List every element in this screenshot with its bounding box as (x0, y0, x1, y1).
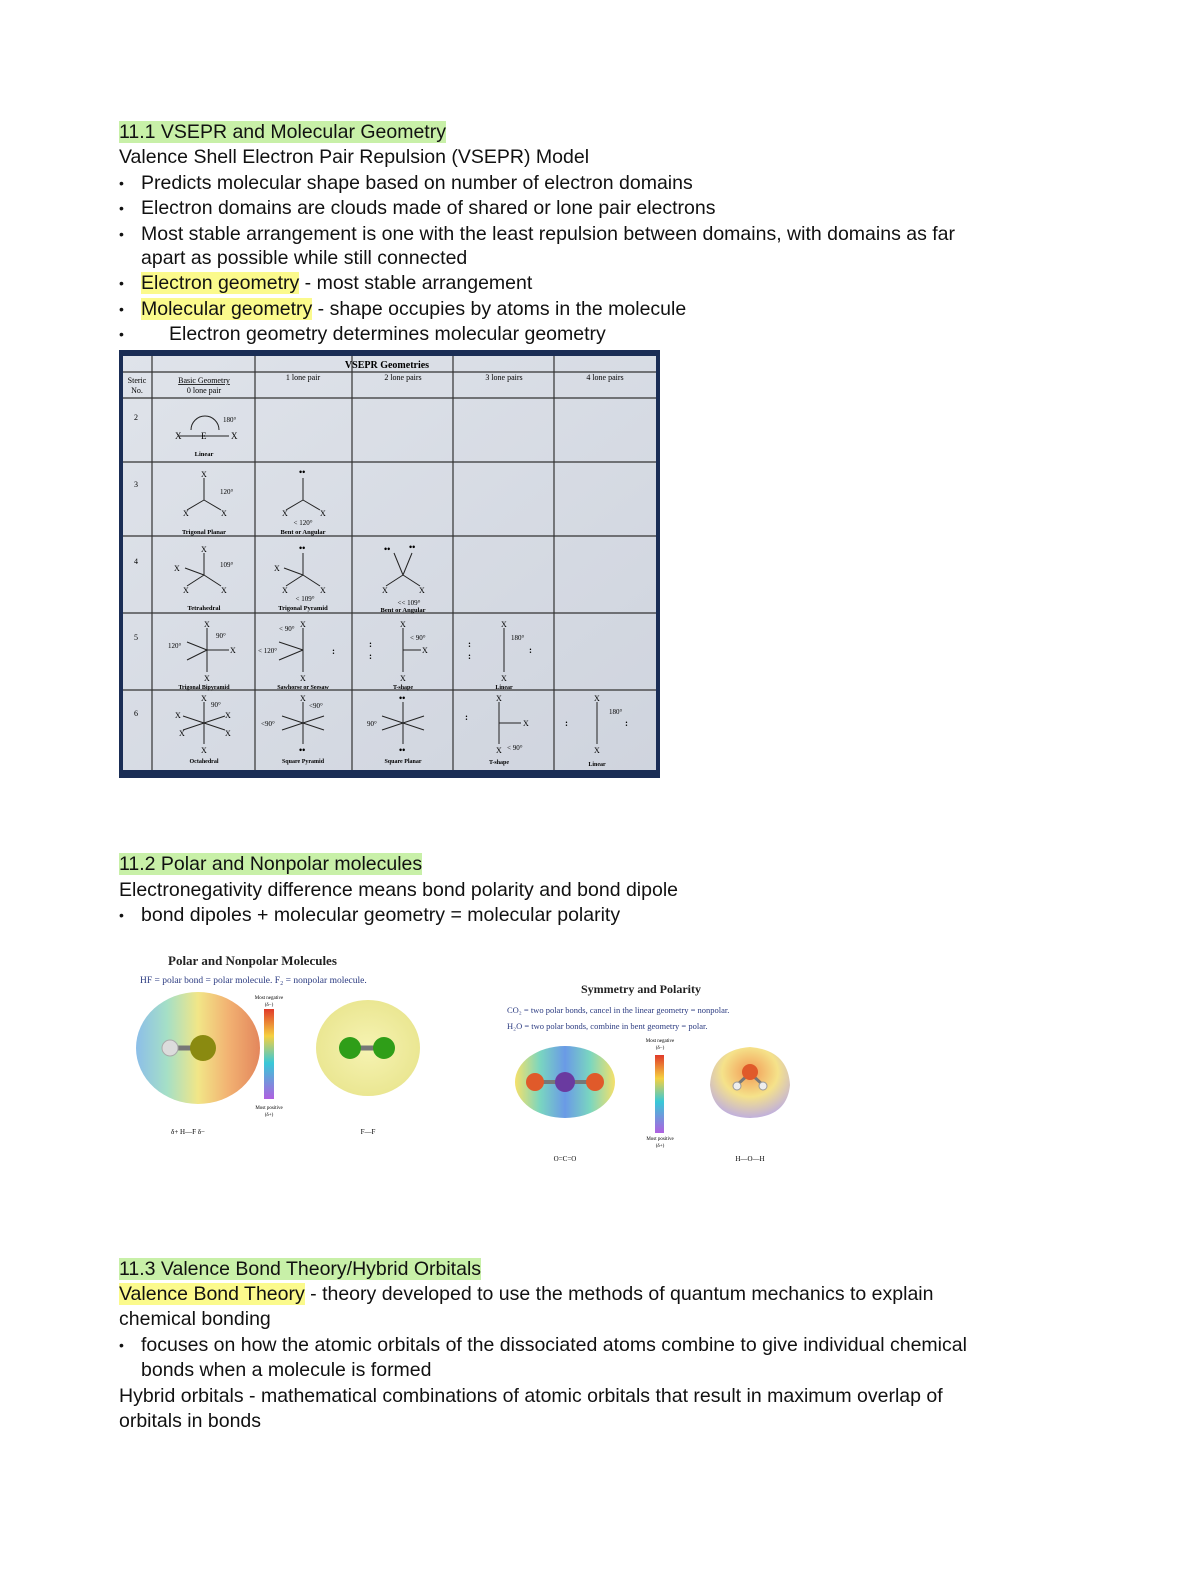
atom-label: X (274, 564, 280, 573)
hydrogen-atom-icon (733, 1082, 741, 1090)
col-header-4lp: 4 lone pairs (586, 373, 624, 382)
lone-pair-icon: : (468, 639, 471, 649)
row-number: 6 (134, 709, 138, 718)
lone-pair-icon: •• (409, 542, 416, 552)
angle-label: 90° (216, 632, 226, 640)
figure-caption-co2: CO₂ = two polar bonds, cancel in the linear geometry = nonpolar. (507, 1005, 730, 1015)
electrostatic-scale-bar (264, 1009, 274, 1099)
angle-label: <90° (309, 702, 323, 710)
row-number: 5 (134, 633, 138, 642)
angle-label: < 120° (258, 647, 277, 655)
col-header-basic-0lp: 0 lone pair (186, 386, 222, 395)
geometry-name: Trigonal Pyramid (278, 605, 328, 612)
lone-pair-icon: : (468, 651, 471, 661)
geometry-name: Trigonal Planar (181, 529, 227, 536)
atom-label: X (225, 729, 231, 738)
geometry-name: Linear (588, 762, 606, 768)
hydrogen-atom-icon (759, 1082, 767, 1090)
list-item-text: bond dipoles + molecular geometry = molecular polarity (141, 904, 621, 926)
angle-label: <90° (261, 720, 275, 728)
angle-label: 120° (168, 642, 182, 650)
atom-label: X (382, 586, 388, 595)
scale-bottom-sign: (δ+) (264, 1113, 274, 1118)
geometry-name: Square Planar (384, 759, 422, 765)
col-header-steric-no: No. (131, 386, 143, 395)
atom-label: X (422, 646, 428, 655)
list-item-text: Electron geometry determines molecular geometry (169, 323, 606, 345)
geometry-name: Octahedral (189, 759, 219, 765)
hybrid-orbitals-definition-cont: orbitals in bonds (119, 1410, 262, 1432)
list-item-text: Electron domains are clouds made of shared or lone pair electrons (141, 197, 716, 219)
atom-label: X (201, 470, 207, 479)
angle-label: 180° (223, 416, 237, 424)
lone-pair-icon: •• (399, 745, 406, 755)
angle-label: 180° (609, 708, 623, 716)
atom-label: X (231, 431, 238, 441)
figure-caption: HF = polar bond = polar molecule. F₂ = nonpolar molecule. (140, 976, 367, 986)
oxygen-atom-icon (586, 1073, 604, 1091)
atom-label: X (594, 746, 600, 755)
list-item-text: apart as possible while still connected (141, 247, 468, 269)
atom-label: X (594, 694, 600, 703)
geometry-name: Tetrahedral (187, 605, 221, 612)
atom-label: X (201, 545, 207, 554)
scale-bottom-sign: (δ+) (655, 1144, 665, 1149)
oxygen-atom-icon (526, 1073, 544, 1091)
valence-bond-definition (119, 1282, 933, 1307)
hybrid-orbitals-definition: Hybrid orbitals - mathematical combinations of atomic orbitals that result in maximum overlap of (119, 1385, 943, 1407)
lone-pair-icon: •• (384, 544, 391, 554)
atom-label: X (179, 729, 185, 738)
lone-pair-icon: : (369, 651, 372, 661)
scale-top-label: Most negative (645, 1039, 675, 1044)
scale-top-sign: (δ−) (264, 1003, 274, 1008)
bullet-icon: • (119, 226, 124, 242)
atom-label: X (300, 694, 306, 703)
angle-label: 120° (220, 488, 234, 496)
lone-pair-icon: •• (299, 543, 306, 553)
atom-label: E (201, 431, 207, 441)
geometry-name: Bent or Angular (380, 607, 426, 614)
atom-label: X (282, 509, 288, 518)
h2o-electron-cloud (710, 1047, 790, 1118)
col-header-basic: Basic Geometry (178, 376, 230, 385)
atom-label: X (501, 674, 507, 683)
geometry-name: T-shape (488, 760, 510, 766)
term-highlight: Valence Bond Theory (119, 1283, 305, 1305)
f2-lewis-label: F—F (360, 1128, 376, 1136)
col-header-steric: Steric (127, 376, 147, 385)
angle-label: < 120° (293, 519, 313, 527)
definition-text: - theory developed to use the methods of quantum mechanics to explain (304, 1283, 934, 1305)
angle-label: 180° (511, 634, 525, 642)
electrostatic-scale-bar (655, 1055, 664, 1133)
electronegativity-line: Electronegativity difference means bond polarity and bond dipole (119, 879, 679, 901)
bullet-icon: • (119, 301, 124, 317)
lone-pair-icon: : (529, 645, 532, 655)
oxygen-atom-icon (742, 1064, 758, 1080)
lone-pair-icon: : (369, 639, 372, 649)
atom-label: X (175, 711, 181, 720)
polar-nonpolar-image (128, 945, 433, 1145)
atom-label: X (221, 586, 227, 595)
angle-label: 90° (211, 701, 221, 709)
atom-label: X (175, 431, 182, 441)
angle-label: 109° (220, 561, 234, 569)
lone-pair-icon: : (625, 718, 628, 728)
atom-label: X (320, 586, 326, 595)
lone-pair-icon: : (565, 718, 568, 728)
atom-label: X (204, 674, 210, 683)
lone-pair-icon: •• (299, 467, 306, 477)
lone-pair-icon: : (332, 646, 335, 656)
bullet-icon: • (119, 275, 124, 291)
definition-text: - most stable arrangement (299, 272, 533, 294)
atom-label: X (320, 509, 326, 518)
hf-lewis-label: δ+ H—F δ− (171, 1128, 205, 1136)
h2o-lewis-label: H—O—H (735, 1155, 765, 1163)
geometry-name: Square Pyramid (281, 759, 325, 765)
atom-label: X (300, 674, 306, 683)
atom-label: X (221, 509, 227, 518)
atom-label: X (501, 620, 507, 629)
angle-label: < 90° (279, 625, 295, 633)
figure-title: Symmetry and Polarity (581, 982, 701, 996)
bullet-icon: • (119, 1337, 124, 1353)
carbon-atom-icon (555, 1072, 575, 1092)
bullet-icon: • (119, 907, 124, 923)
lone-pair-icon: •• (299, 745, 306, 755)
definition-text: - shape occupies by atoms in the molecule (312, 298, 687, 320)
fluorine-atom-icon (373, 1037, 395, 1059)
section-heading-11-2 (119, 852, 422, 877)
polar-nonpolar-figure (128, 945, 433, 1145)
atom-label: X (201, 746, 207, 755)
term-highlight: Molecular geometry (141, 298, 313, 320)
lone-pair-icon: •• (399, 693, 406, 703)
symmetry-polarity-image (505, 975, 815, 1170)
term-highlight: Electron geometry (141, 272, 300, 294)
fluorine-atom-icon (190, 1035, 216, 1061)
geometry-name: Bent or Angular (280, 529, 326, 536)
atom-label: X (201, 694, 207, 703)
section-heading-11-1 (119, 120, 446, 145)
atom-label: X (204, 620, 210, 629)
angle-label: < 90° (410, 634, 426, 642)
row-number: 2 (134, 413, 138, 422)
angle-label: < 90° (507, 744, 523, 752)
list-item-text: Predicts molecular shape based on number of electron domains (141, 172, 693, 194)
angle-label: 90° (367, 720, 377, 728)
scale-bottom-label: Most positive (646, 1137, 674, 1142)
atom-label: X (225, 711, 231, 720)
col-header-3lp: 3 lone pairs (485, 373, 523, 382)
geometry-name: Linear (495, 685, 513, 691)
fluorine-atom-icon (339, 1037, 361, 1059)
col-header-1lp: 1 lone pair (285, 373, 321, 382)
scale-top-label: Most negative (254, 996, 284, 1001)
atom-label: X (282, 586, 288, 595)
geometry-name: Linear (194, 451, 214, 458)
bullet-icon: • (119, 200, 124, 216)
atom-label: X (174, 564, 180, 573)
angle-label: < 109° (295, 595, 315, 603)
scale-bottom-label: Most positive (255, 1106, 283, 1111)
bullet-icon: • (119, 326, 124, 342)
list-item-text: bonds when a molecule is formed (141, 1359, 432, 1381)
row-number: 3 (134, 480, 138, 489)
atom-label: X (419, 586, 425, 595)
geometry-name: Sawhorse or Seesaw (277, 685, 329, 691)
atom-label: X (300, 620, 306, 629)
symmetry-polarity-figure (505, 975, 815, 1170)
figure-caption-h2o: H₂O = two polar bonds, combine in bent geometry = polar. (507, 1021, 708, 1031)
heading-text: 11.3 Valence Bond Theory/Hybrid Orbitals (119, 1258, 482, 1280)
section-heading-11-3 (119, 1257, 481, 1282)
geometry-name: Trigonal Bipyramid (178, 685, 230, 691)
atom-label: X (523, 719, 529, 728)
vsepr-table-photo (119, 350, 660, 778)
vsepr-subheading: Valence Shell Electron Pair Repulsion (VSEPR) Model (119, 146, 590, 168)
table-title: VSEPR Geometries (344, 360, 430, 371)
atom-label: X (230, 646, 236, 655)
scale-top-sign: (δ−) (655, 1046, 665, 1051)
atom-label: X (400, 674, 406, 683)
col-header-2lp: 2 lone pairs (384, 373, 422, 382)
bullet-icon: • (119, 175, 124, 191)
geometry-name: T-shape (392, 685, 414, 691)
valence-bond-definition-cont: chemical bonding (119, 1308, 271, 1330)
figure-title: Polar and Nonpolar Molecules (168, 953, 337, 968)
list-item-text: focuses on how the atomic orbitals of the dissociated atoms combine to give individual chemical (141, 1334, 967, 1356)
atom-label: X (183, 586, 189, 595)
lone-pair-icon: : (465, 712, 468, 722)
atom-label: X (496, 694, 502, 703)
angle-label: << 109° (397, 599, 421, 607)
list-item-text: Most stable arrangement is one with the least repulsion between domains, with domains as far (141, 223, 956, 245)
atom-label: X (183, 509, 189, 518)
atom-label: X (400, 620, 406, 629)
atom-label: X (496, 746, 502, 755)
row-number: 4 (134, 557, 138, 566)
vsepr-table-image (119, 350, 660, 778)
co2-lewis-label: O=C=O (553, 1155, 577, 1163)
heading-text: 11.1 VSEPR and Molecular Geometry (119, 121, 446, 143)
heading-text: 11.2 Polar and Nonpolar molecules (119, 853, 423, 875)
hydrogen-atom-icon (162, 1040, 178, 1056)
